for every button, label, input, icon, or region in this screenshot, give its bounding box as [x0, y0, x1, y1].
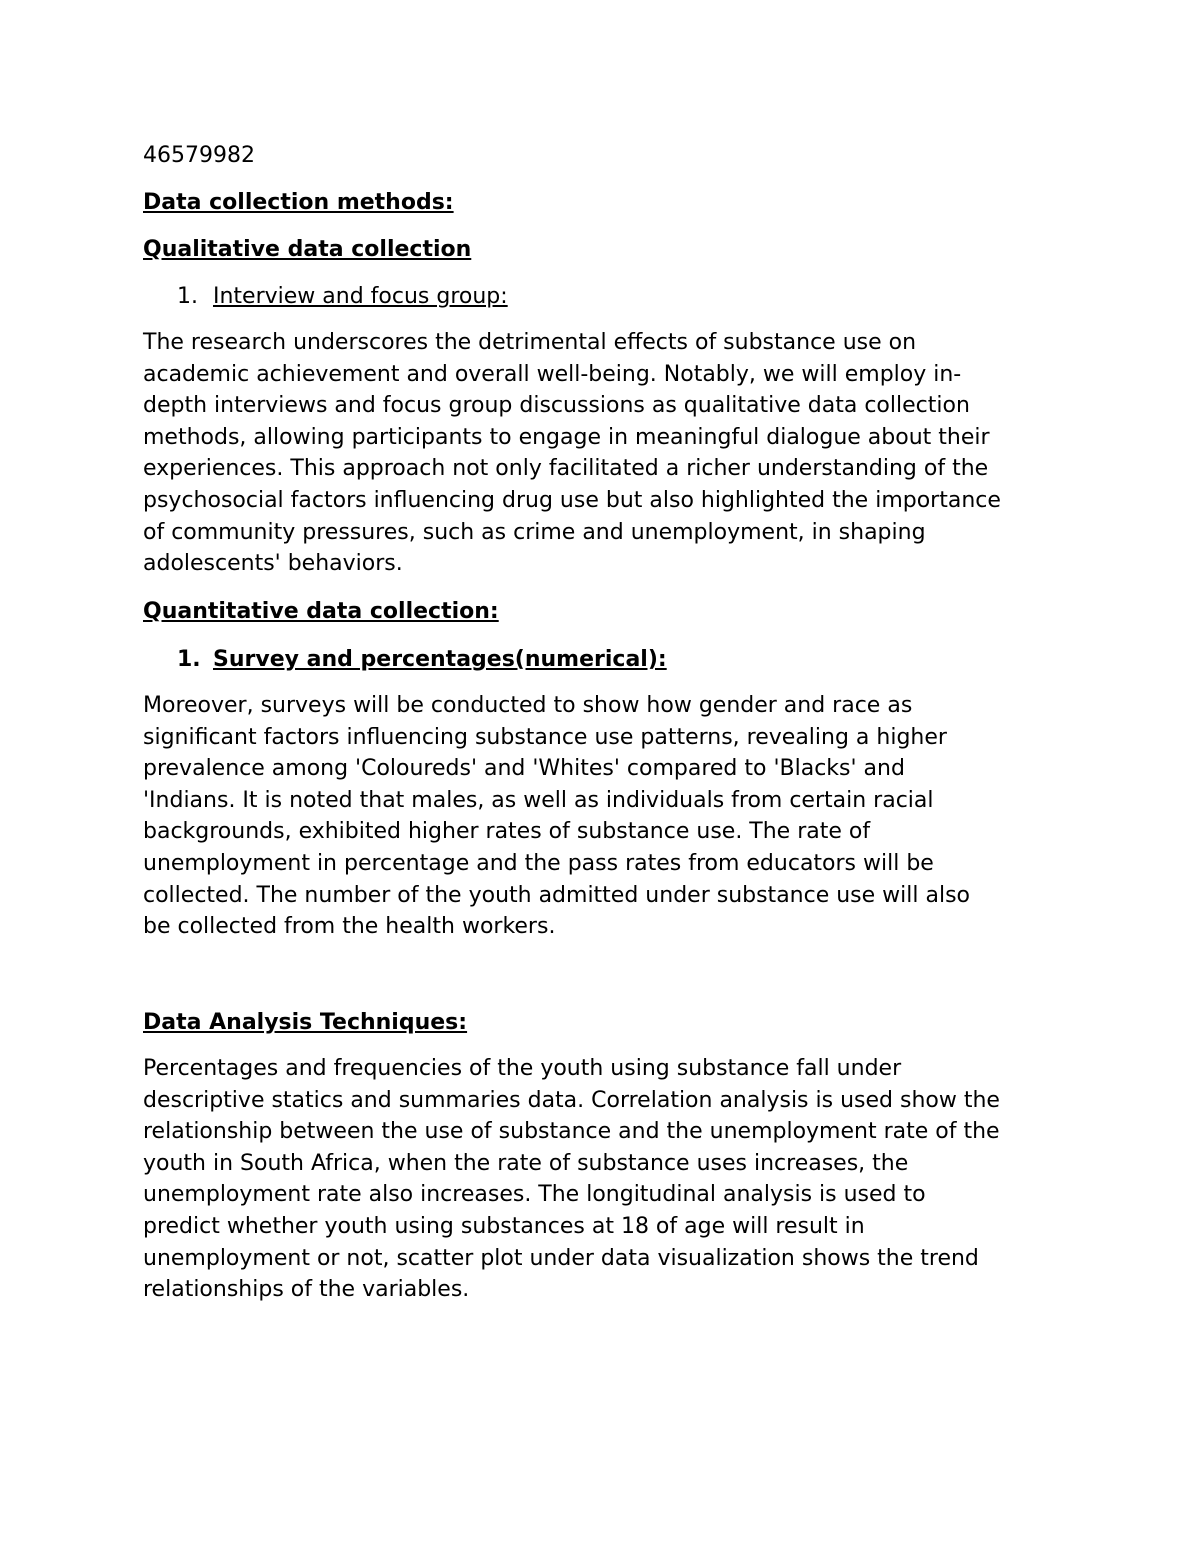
analysis-paragraph: [143, 1053, 1073, 1306]
quant-list-label: Survey and percentages(numerical):: [213, 647, 667, 672]
paragraph-line: collected. The number of the youth admitted under substance use will also: [143, 882, 971, 908]
paragraph-line: 'Indians. It is noted that males, as well as individuals from certain racial: [143, 787, 934, 813]
paragraph-line: descriptive statics and summaries data. Correlation analysis is used show the: [143, 1087, 1000, 1113]
paragraph-line: unemployment or not, scatter plot under data visualization shows the trend: [143, 1245, 979, 1271]
paragraph-line: unemployment in percentage and the pass rates from educators will be: [143, 850, 934, 876]
paragraph-line: psychosocial factors influencing drug use but also highlighted the importance: [143, 487, 1001, 513]
qual-list-number: 1.: [177, 284, 198, 309]
quantitative-paragraph: [143, 690, 1073, 943]
student-number: 46579982: [143, 143, 255, 168]
paragraph-line: prevalence among 'Coloureds' and 'Whites' compared to 'Blacks' and: [143, 756, 905, 782]
paragraph-line: Moreover, surveys will be conducted to show how gender and race as: [143, 693, 913, 718]
paragraph-line: Percentages and frequencies of the youth using substance fall under: [143, 1056, 902, 1081]
paragraph-line: academic achievement and overall well-being. Notably, we will employ in-: [143, 361, 962, 387]
qual-list-item: [177, 281, 508, 313]
paragraph-line: relationships of the variables.: [143, 1277, 470, 1303]
paragraph-line: methods, allowing participants to engage in meaningful dialogue about their: [143, 424, 990, 450]
paragraph-line: predict whether youth using substances at 18 of age will result in: [143, 1213, 865, 1239]
quant-list-number: 1.: [177, 647, 201, 672]
paragraph-line: relationship between the use of substance and the unemployment rate of the: [143, 1119, 1000, 1145]
paragraph-line: be collected from the health workers.: [143, 914, 556, 940]
heading-data-analysis: Data Analysis Techniques:: [143, 1010, 468, 1035]
paragraph-line: unemployment rate also increases. The longitudinal analysis is used to: [143, 1182, 926, 1208]
paragraph-line: significant factors influencing substance use patterns, revealing a higher: [143, 724, 947, 750]
heading-quantitative: Quantitative data collection:: [143, 599, 499, 624]
paragraph-line: depth interviews and focus group discussions as qualitative data collection: [143, 393, 970, 419]
paragraph-line: youth in South Africa, when the rate of substance uses increases, the: [143, 1150, 909, 1176]
paragraph-line: of community pressures, such as crime and unemployment, in shaping: [143, 519, 926, 545]
heading-data-collection-methods: Data collection methods:: [143, 190, 454, 215]
paragraph-line: backgrounds, exhibited higher rates of substance use. The rate of: [143, 819, 871, 845]
quant-list-item: [177, 644, 667, 676]
qualitative-paragraph: [143, 327, 1073, 580]
qual-list-label: Interview and focus group:: [213, 284, 508, 309]
heading-qualitative: Qualitative data collection: [143, 237, 472, 262]
paragraph-line: adolescents' behaviors.: [143, 551, 403, 577]
paragraph-line: experiences. This approach not only facilitated a richer understanding of the: [143, 456, 989, 482]
paragraph-line: The research underscores the detrimental effects of substance use on: [143, 330, 917, 355]
